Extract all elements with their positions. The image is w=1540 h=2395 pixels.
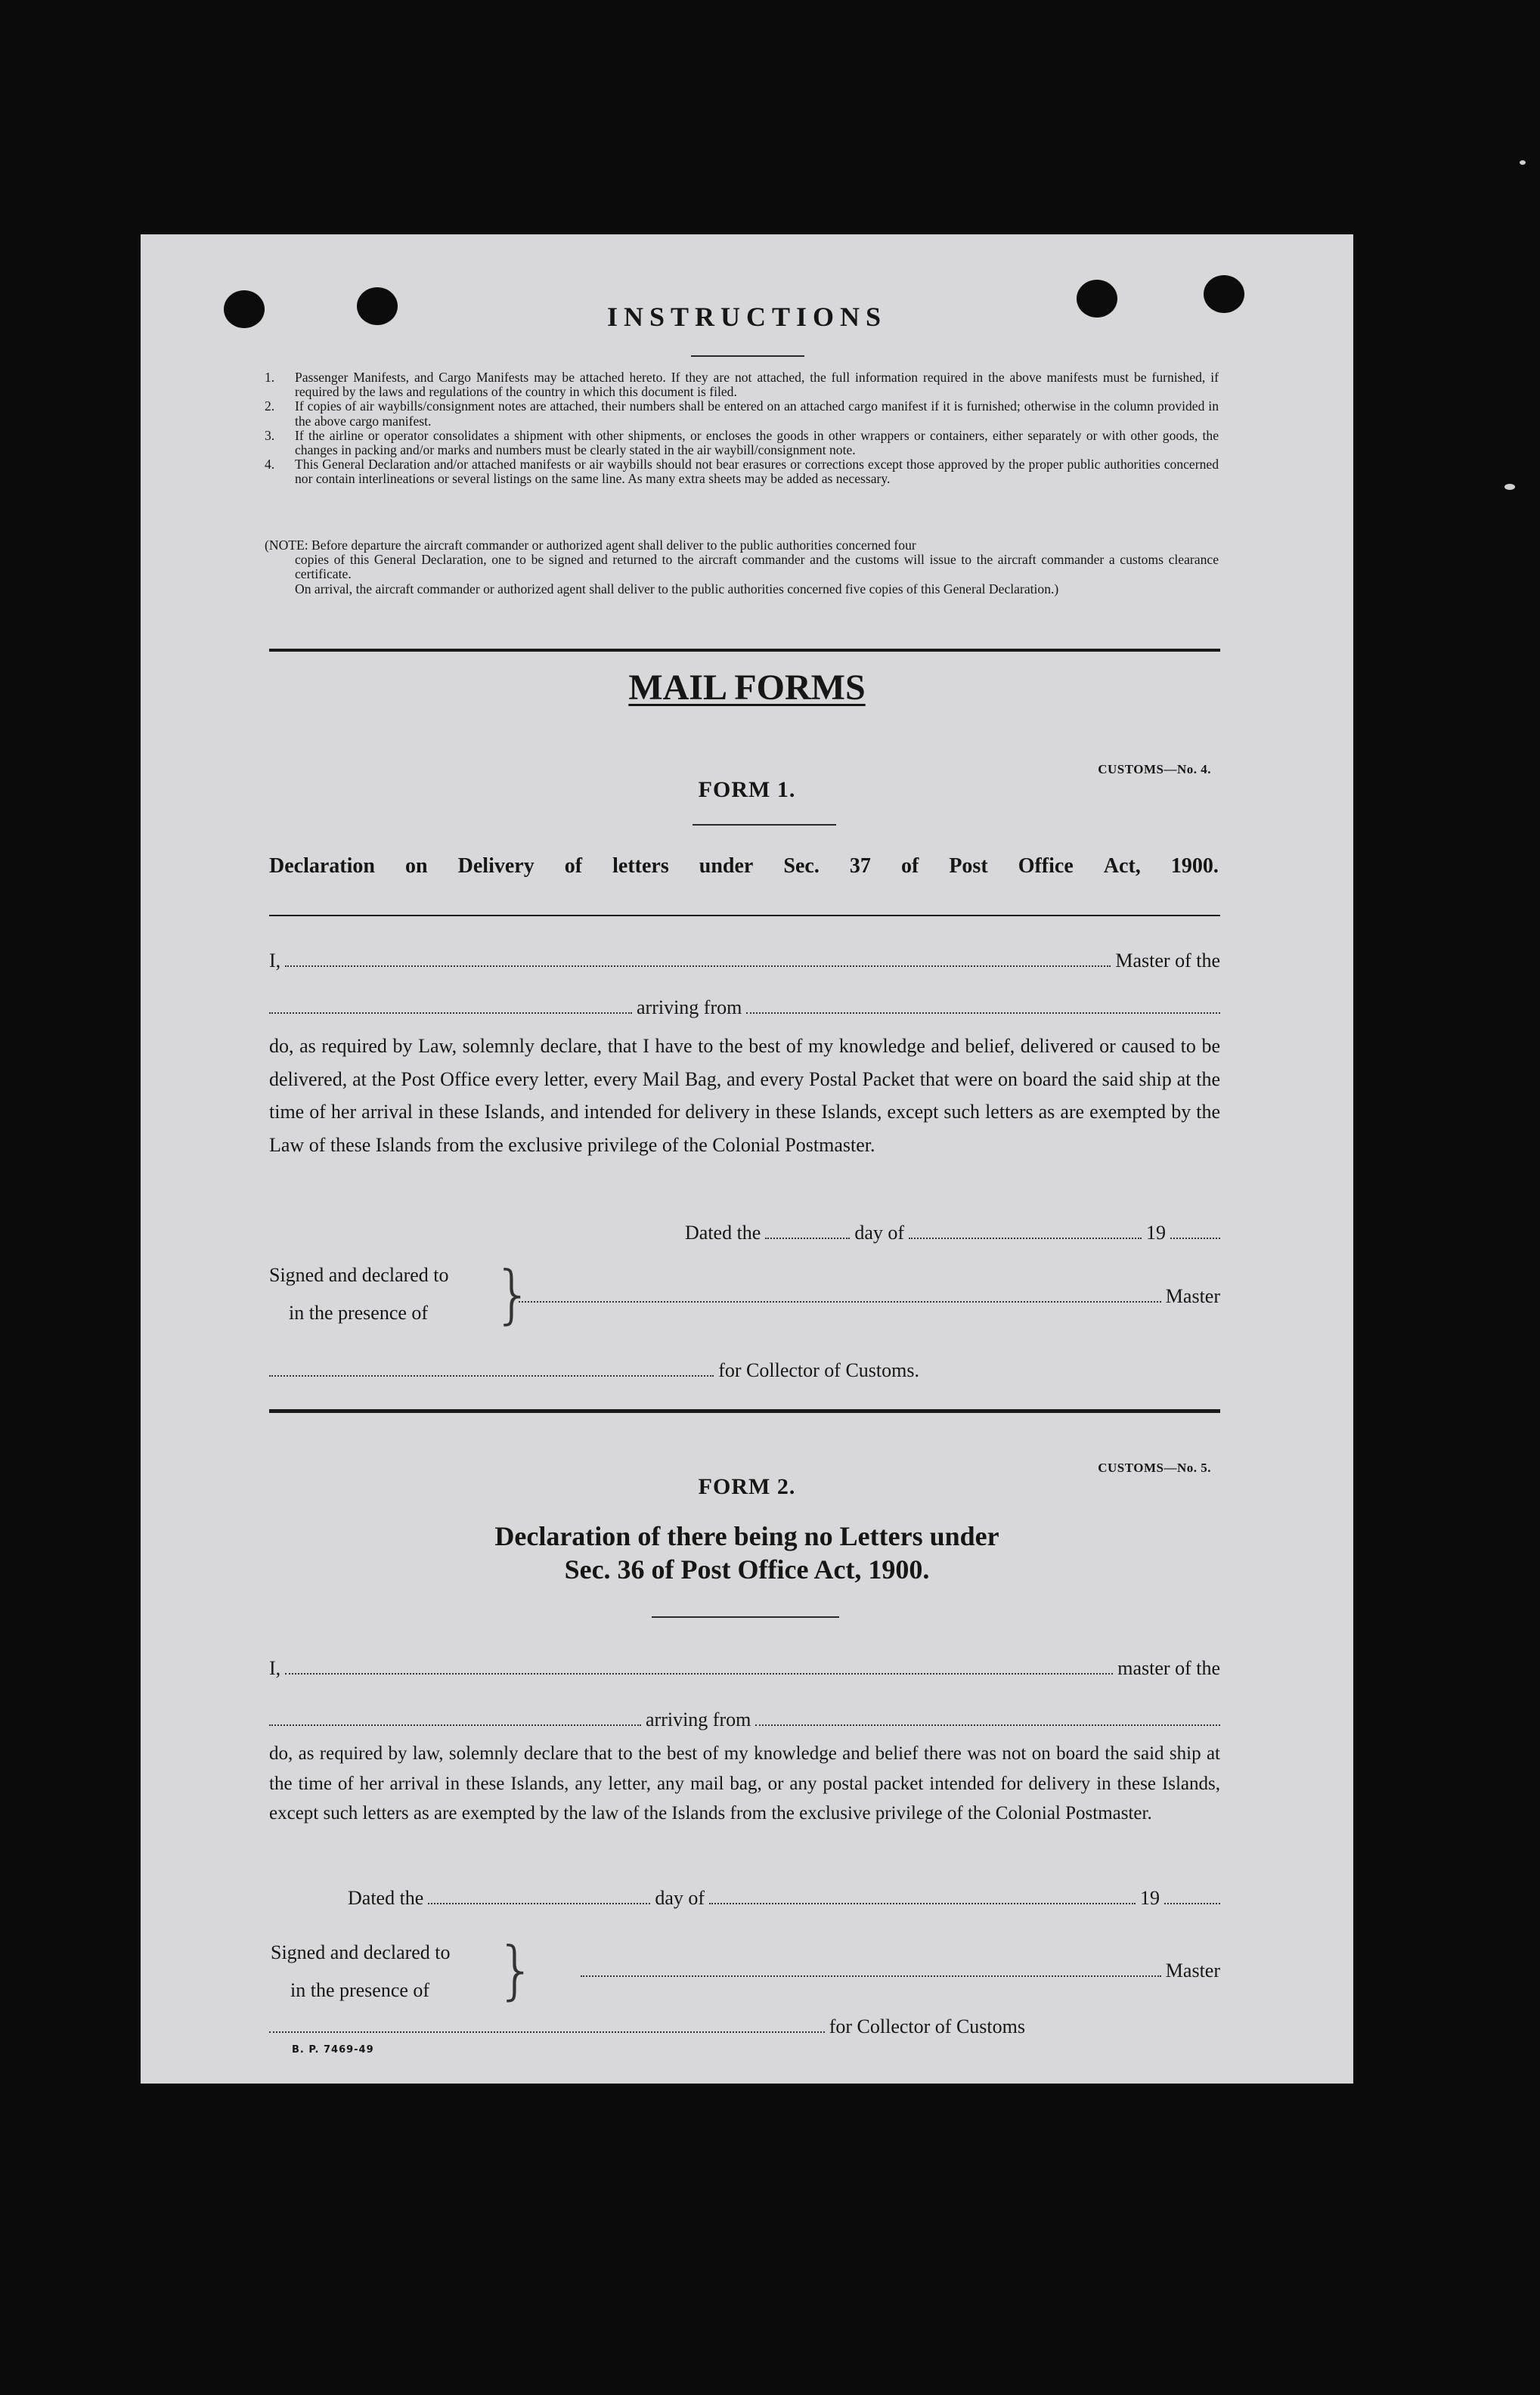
instruction-item — [265, 370, 1219, 399]
label-year: 19 — [1146, 1222, 1166, 1244]
form1-declaration-title — [269, 854, 1219, 878]
item-number: 1. — [265, 370, 275, 385]
label-collector: for Collector of Customs — [829, 2015, 1025, 2037]
date-field[interactable] — [428, 1903, 650, 1904]
signed-line2: in the presence of — [289, 1302, 429, 1324]
form2-dated-line — [348, 1887, 1220, 1910]
form1-arriving-line — [269, 996, 1220, 1019]
form2-name-line — [269, 1657, 1220, 1680]
form2-title-rule — [652, 1616, 839, 1618]
form2-body: do, as required by law, solemnly declare that to the best of my knowledge and belief there was not on board the said ship at the time of her arrival in these Islands, any letter, any mail bag, or any postal packet intended for delivery in these Islands, except such letters as are exempted by the law of the Islands from the exclusive privilege of the Colonial Postmaster. — [269, 1743, 1220, 1823]
form1-collector-line — [269, 1359, 919, 1382]
label-arriving-from: arriving from — [637, 996, 742, 1018]
form1-master-line — [519, 1285, 1220, 1308]
instructions-list — [265, 370, 1219, 487]
master-signature-field[interactable] — [519, 1301, 1161, 1303]
title-underline — [691, 355, 804, 357]
brace-icon: } — [493, 1257, 534, 1331]
mail-forms-text: MAIL FORMS — [628, 668, 866, 708]
instruction-item — [265, 399, 1219, 428]
arriving-from-field[interactable] — [746, 1012, 1220, 1014]
title-word: 37 — [849, 854, 871, 878]
label-master: Master — [1165, 1285, 1220, 1307]
form2-signed-label — [271, 1934, 451, 2009]
ship-name-field[interactable] — [269, 1012, 632, 1014]
collector-signature-field[interactable] — [269, 1375, 714, 1377]
arriving-from-field[interactable] — [755, 1724, 1220, 1726]
label-collector: for Collector of Customs. — [718, 1359, 919, 1381]
title-word: Delivery — [457, 854, 535, 878]
title-word: Sec. — [783, 854, 820, 878]
master-signature-field[interactable] — [581, 1975, 1161, 1977]
label-day-of: day of — [655, 1887, 705, 1909]
form1-heading: FORM 1. — [698, 777, 796, 802]
item-text: This General Declaration and/or attached manifests or air waybills should not bear erasures or corrections except those approved by the proper public authorities concerned nor contain interlineations or several listings on the same line. As many extra sheets may be added as necessary. — [295, 457, 1219, 487]
form1-dated-line — [685, 1222, 1220, 1244]
title-word: under — [699, 854, 754, 878]
note-first-line: (NOTE: Before departure the aircraft commander or authorized agent shall deliver to the public authorities concerned four — [265, 538, 916, 553]
title-word: 1900. — [1170, 854, 1219, 878]
title-word: Office — [1018, 854, 1074, 878]
item-text: If the airline or operator consolidates a shipment with other shipments, or encloses the goods in other wrappers or containers, either separately or with other goods, the changes in packing and/or marks and numbers must be clearly stated in the air waybill/consignment note. — [295, 427, 1219, 458]
name-field[interactable] — [285, 965, 1111, 967]
label-i: I, — [269, 1657, 281, 1679]
collector-signature-field[interactable] — [269, 2031, 825, 2033]
instruction-item — [265, 429, 1219, 457]
form1-signed-label — [269, 1256, 449, 1332]
label-day-of: day of — [854, 1222, 905, 1244]
item-text: If copies of air waybills/consignment notes are attached, their numbers shall be entered on an attached cargo manifest if it is furnished; otherwise in the column provided in the above cargo manifest. — [295, 398, 1219, 429]
year-field[interactable] — [1170, 1238, 1220, 1239]
brace-icon: } — [496, 1933, 537, 2007]
label-master-of-the: master of the — [1117, 1657, 1220, 1679]
name-field[interactable] — [285, 1673, 1113, 1675]
label-dated-the: Dated the — [685, 1222, 761, 1244]
form2-title-line1: Declaration of there being no Letters under — [494, 1521, 999, 1551]
signed-line1: Signed and declared to — [271, 1941, 451, 1963]
form2-customs-number: CUSTOMS—No. 5. — [1098, 1461, 1211, 1475]
form2-collector-line — [269, 2015, 1025, 2038]
section-divider — [269, 649, 1220, 652]
form1-divider — [269, 915, 1220, 916]
form2-arriving-line — [269, 1709, 1220, 1731]
item-number: 4. — [265, 457, 275, 472]
title-word: Declaration — [269, 854, 375, 878]
title-word: of — [900, 854, 919, 878]
date-field[interactable] — [765, 1238, 850, 1239]
title-word: Post — [949, 854, 988, 878]
forms-divider — [269, 1409, 1220, 1413]
item-number: 3. — [265, 427, 275, 443]
form-print-code: B. P. 7469-49 — [292, 2044, 374, 2056]
instructions-title: INSTRUCTIONS — [606, 302, 888, 332]
label-i: I, — [269, 950, 281, 971]
label-year: 19 — [1140, 1887, 1160, 1909]
label-master-of-the: Master of the — [1115, 950, 1220, 971]
document-page — [141, 234, 1353, 2084]
title-word: letters — [612, 854, 669, 878]
form1-body: do, as required by Law, solemnly declare, that I have to the best of my knowledge and belief, delivered or caused to be delivered, at the Post Office every letter, every Mail Bag, and every Postal Packet that were on board the said ship at the time of her arrival in these Islands, and intended for delivery in these Islands, except such letters as are exempted by the Law of these Islands from the exclusive privilege of the Colonial Postmaster. — [269, 1035, 1220, 1156]
signed-line1: Signed and declared to — [269, 1264, 449, 1286]
note-arrival: On arrival, the aircraft commander or authorized agent shall deliver to the public authorities concerned five copies of this General Declaration.) — [295, 581, 1059, 596]
form2-master-line — [581, 1960, 1220, 1982]
instructions-note — [265, 538, 1219, 596]
form1-customs-number: CUSTOMS—No. 4. — [1098, 762, 1211, 776]
note-text: copies of this General Declaration, one to be signed and returned to the aircraft commander and the customs will issue to the aircraft commander a customs clearance certificate. — [295, 552, 1219, 582]
month-field[interactable] — [909, 1238, 1142, 1239]
month-field[interactable] — [709, 1903, 1136, 1904]
title-word: on — [405, 854, 428, 878]
form2-heading: FORM 2. — [698, 1474, 796, 1499]
form1-name-line — [269, 950, 1220, 972]
ship-name-field[interactable] — [269, 1724, 641, 1726]
label-arriving-from: arriving from — [646, 1709, 751, 1730]
label-dated-the: Dated the — [348, 1887, 424, 1909]
year-field[interactable] — [1164, 1903, 1220, 1904]
scan-speck — [1520, 160, 1526, 165]
title-word: of — [564, 854, 583, 878]
form1-heading-rule — [693, 824, 836, 826]
scan-speck — [1504, 484, 1515, 490]
mail-forms-title — [141, 667, 1353, 708]
form2-declaration-title — [141, 1520, 1353, 1586]
item-text: Passenger Manifests, and Cargo Manifests may be attached hereto. If they are not attached, the full information required in the above manifests must be furnished, if required by the laws and regulations of the country in which this document is filed. — [295, 370, 1219, 400]
item-number: 2. — [265, 398, 275, 414]
instruction-item — [265, 457, 1219, 486]
label-master: Master — [1165, 1960, 1220, 1981]
title-word: Act, — [1103, 854, 1141, 878]
form2-title-line2: Sec. 36 of Post Office Act, 1900. — [564, 1554, 930, 1585]
signed-line2: in the presence of — [290, 1979, 430, 2001]
